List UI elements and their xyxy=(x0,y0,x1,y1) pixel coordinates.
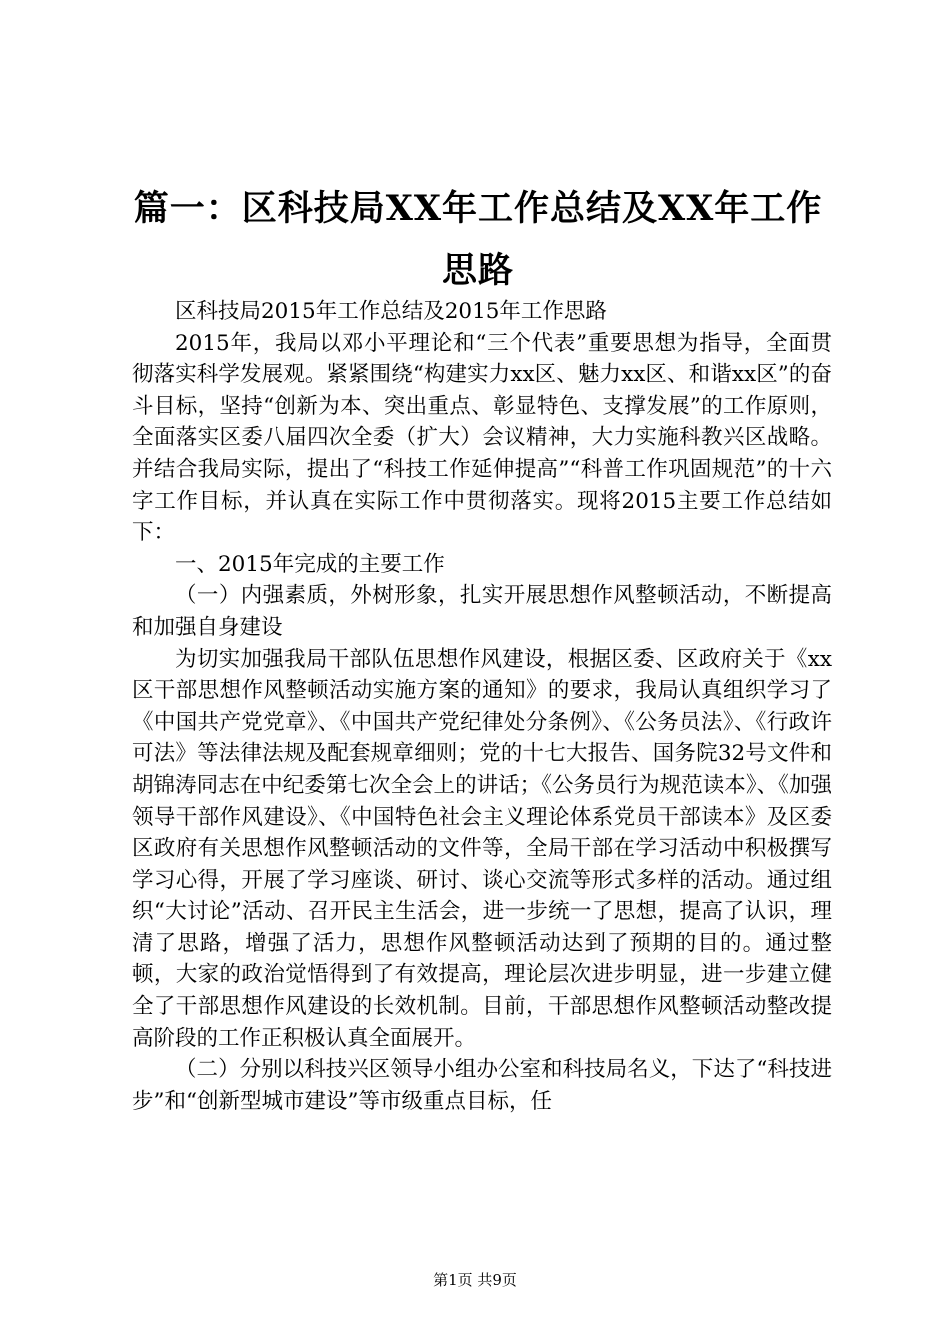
subsection-heading-1: （一）内强素质，外树形象，扎实开展思想作风整顿活动，不断提高和加强自身建设 xyxy=(132,583,832,640)
section-heading-1: 一、2015年完成的主要工作 xyxy=(175,551,445,577)
document-body xyxy=(132,296,832,1117)
paragraph-intro: 2015年，我局以邓小平理论和“三个代表”重要思想为指导，全面贯彻落实科学发展观。紧紧围绕“构建实力xx区、魅力xx区、和谐xx区”的奋斗目标，坚持“创新为本、突出重点、彰显特色、支撑发展”的工作原则，全面落实区委八届四次全委（扩大）会议精神，大力实施科教兴区战略。并结合我局实际，提出了“科技工作延伸提高”“科普工作巩固规范”的十六字工作目标，并认真在实际工作中贯彻落实。现将2015主要工作总结如下： xyxy=(132,330,832,546)
page-footer: 第1页 共9页 xyxy=(433,1271,517,1289)
paragraph-subtitle: 区科技局2015年工作总结及2015年工作思路 xyxy=(175,299,607,324)
subsection-heading-2: （二）分别以科技兴区领导小组办公室和科技局名义，下达了“科技进步”和“创新型城市建设”等市级重点目标，任 xyxy=(132,1057,832,1114)
document-title: 篇一：区科技局XX年工作总结及XX年工作思路 xyxy=(133,188,823,291)
paragraph-body-1: 为切实加强我局干部队伍思想作风建设，根据区委、区政府关于《xx区干部思想作风整顿活动实施方案的通知》的要求，我局认真组织学习了《中国共产党党章》、《中国共产党纪律处分条例》、《公务员法》、《行政许可法》等法律法规及配套规章细则；党的十七大报告、国务院32号文件和胡锦涛同志在中纪委第七次全会上的讲话；《公务员行为规范读本》、《加强领导干部作风建设》、《中国特色社会主义理论体系党员干部读本》及区委区政府有关思想作风整顿活动的文件等，全局干部在学习活动中积极撰写学习心得，开展了学习座谈、研讨、谈心交流等形式多样的活动。通过组织“大讨论”活动、召开民主生活会，进一步统一了思想，提高了认识，理清了思路，增强了活力，思想作风整顿活动达到了预期的目的。通过整顿，大家的政治觉悟得到了有效提高，理论层次进步明显，进一步建立健全了干部思想作风建设的长效机制。目前，干部思想作风整顿活动整改提高阶段的工作正积极认真全面展开。 xyxy=(132,646,832,1051)
